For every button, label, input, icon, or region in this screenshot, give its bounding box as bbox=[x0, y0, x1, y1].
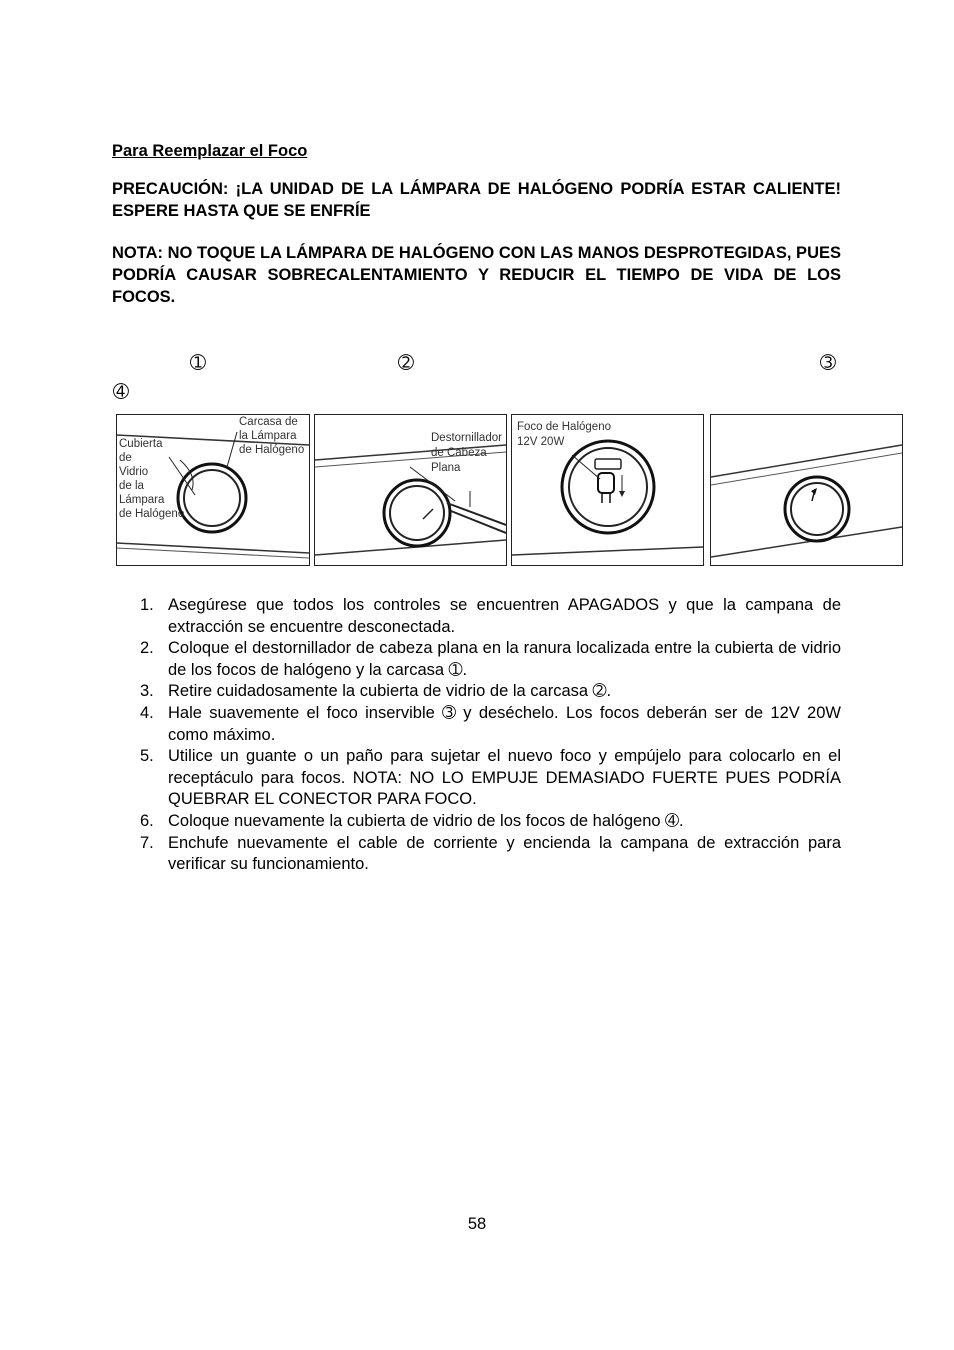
cover-label-line-1: Cubierta bbox=[119, 438, 163, 450]
cover-label-line-2: de bbox=[119, 452, 132, 464]
step-item bbox=[112, 595, 841, 638]
page-number: 58 bbox=[467, 1215, 487, 1233]
figure-4-cover-replaced bbox=[710, 414, 903, 566]
step-text: Utilice un guante o un paño para sujetar el nuevo foco y empújelo para colocarlo en el receptáculo para focos. NOTA: NO LO EMPUJE DEMASIADO FUERTE PUES PODRÍA QUEBRAR EL CONECTOR PARA FOCO. bbox=[168, 747, 841, 809]
step-text: Asegúrese que todos los controles se encuentren APAGADOS y que la campana de extracción se encuentre desconectada. bbox=[168, 596, 841, 636]
step-number: 3. bbox=[140, 682, 154, 701]
figure-1-housing bbox=[116, 414, 310, 566]
step-number: 4. bbox=[140, 703, 154, 722]
step-text: Hale suavemente el foco inservible ➂ y deséchelo. Los focos deberán ser de 12V 20W como máximo. bbox=[168, 703, 841, 744]
step-number: 1. bbox=[140, 596, 154, 614]
step-number: 7. bbox=[140, 833, 154, 852]
figure-marker-4: ➃ bbox=[113, 381, 129, 403]
step-item bbox=[112, 746, 841, 811]
step-text: Retire cuidadosamente la cubierta de vidrio de la carcasa ➁. bbox=[168, 682, 612, 701]
caution-text: PRECAUCIÓN: ¡LA UNIDAD DE LA LÁMPARA DE HALÓGENO PODRÍA ESTAR CALIENTE! ESPERE HASTA QUE SE ENFRÍE bbox=[112, 180, 841, 220]
step-item bbox=[112, 638, 841, 681]
bulb-label-line-2: 12V 20W bbox=[517, 436, 565, 448]
figure-marker-2: ➁ bbox=[398, 352, 414, 374]
section-heading: Para Reemplazar el Foco bbox=[112, 142, 308, 160]
cover-label-line-5: Lámpara bbox=[119, 494, 165, 506]
cover-label-line-3: Vidrio bbox=[119, 466, 149, 478]
step-number: 2. bbox=[140, 639, 154, 658]
step-item bbox=[112, 811, 841, 833]
screwdriver-label-line-3: Plana bbox=[431, 462, 461, 474]
bulb-label-line-1: Foco de Halógeno bbox=[517, 421, 611, 433]
cover-label-line-6: de Halógeno bbox=[119, 508, 185, 520]
figure-2-screwdriver bbox=[314, 414, 507, 566]
instruction-steps bbox=[112, 595, 841, 876]
step-text: Coloque el destornillador de cabeza plana en la ranura localizada entre la cubierta de vidrio de los focos de halógeno y la carcasa ➀. bbox=[168, 639, 841, 679]
figure-marker-3: ➂ bbox=[820, 352, 836, 374]
step-item bbox=[112, 703, 841, 746]
step-number: 5. bbox=[140, 747, 154, 766]
step-item bbox=[112, 681, 841, 703]
screwdriver-label-line-1: Destornillador bbox=[431, 432, 502, 444]
step-item bbox=[112, 833, 841, 876]
figure-marker-1: ➀ bbox=[190, 352, 206, 374]
step-text: Coloque nuevamente la cubierta de vidrio de los focos de halógeno ➃. bbox=[168, 811, 684, 830]
housing-label-line-2: la Lámpara bbox=[239, 430, 297, 442]
screwdriver-label-line-2: de Cabeza bbox=[431, 447, 487, 459]
step-text: Enchufe nuevamente el cable de corriente y encienda la campana de extracción para verificar su funcionamiento. bbox=[168, 833, 841, 874]
housing-label-line-3: de Halógeno bbox=[239, 444, 305, 456]
housing-label-line-1: Carcasa de bbox=[239, 416, 298, 428]
step-number: 6. bbox=[140, 811, 154, 830]
note-text: NOTA: NO TOQUE LA LÁMPARA DE HALÓGENO CON LAS MANOS DESPROTEGIDAS, PUES PODRÍA CAUSAR SOBRECALENTAMIENTO Y REDUCIR EL TIEMPO DE VIDA DE LOS FOCOS. bbox=[112, 244, 841, 306]
figure-3-bulb bbox=[511, 414, 704, 566]
cover-label-line-4: de la bbox=[119, 480, 144, 492]
